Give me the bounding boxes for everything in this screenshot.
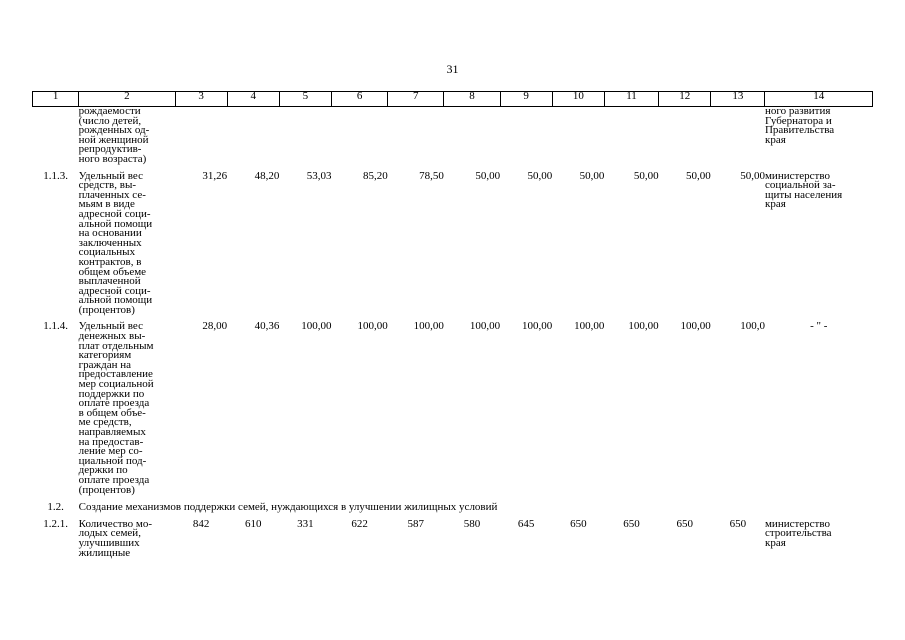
table-row-1-2-1: [33, 513, 873, 558]
responsible-text: министерство социальной за- щиты населения края: [764, 169, 843, 211]
value-cell: 50,00: [475, 169, 501, 182]
page-number: 31: [446, 62, 459, 76]
value-cell: 31,26: [202, 169, 228, 182]
header-cell: 3: [175, 92, 227, 107]
value-cell: 100,00: [413, 320, 444, 333]
value-cell: 50,00: [686, 169, 711, 182]
value-cell: 78,50: [419, 169, 444, 182]
header-cell: 5: [279, 92, 331, 107]
value-cell: 331: [297, 517, 314, 530]
value-cell: 40,36: [254, 320, 280, 333]
value-cell: 100,00: [522, 320, 553, 333]
header-cell: 8: [444, 92, 500, 107]
value-cell: 85,20: [362, 169, 388, 182]
value-cell: 622: [351, 517, 368, 530]
value-cell: 645: [517, 517, 535, 530]
value-cell: 28,00: [202, 320, 228, 333]
header-cell: 1: [33, 92, 79, 107]
section-row-1-2: [33, 495, 873, 513]
value-cell: 587: [407, 517, 425, 530]
indicator-text: рождаемости (число детей, рожденных од- ной женщиной репродуктив- ного возраста): [78, 105, 150, 165]
responsible-ditto: - " -: [810, 320, 828, 333]
section-title: Создание механизмов поддержки семей, нуждающихся в улучшении жилищных условий: [78, 501, 498, 514]
value-cell: 650: [729, 517, 747, 530]
row-code: 1.1.4.: [43, 320, 68, 333]
indicator-text: Удельный вес денежных вы- плат отдельным категориям граждан на предоставление мер социальной поддержки по оплате проезда в общем объе- ме средств, направляемых на предостав- ление мер со- циальной под- держки по оплате проезда (процентов): [78, 320, 154, 496]
value-cell: 650: [676, 517, 693, 530]
header-cell: 6: [332, 92, 388, 107]
value-cell: 580: [463, 517, 481, 530]
table-row-continued: [33, 107, 873, 165]
value-cell: 100,00: [628, 320, 659, 333]
value-cell: 100,00: [574, 320, 605, 333]
value-cell: 53,03: [306, 169, 332, 182]
value-cell: 50,00: [740, 169, 765, 182]
header-cell: 13: [711, 92, 765, 107]
value-cell: 50,00: [527, 169, 553, 182]
row-code: 1.2.1.: [43, 517, 68, 530]
value-cell: 48,20: [254, 169, 280, 182]
header-row: [33, 92, 873, 107]
value-cell: 100,00: [680, 320, 711, 333]
header-cell: 2: [79, 92, 175, 107]
indicator-text: Удельный вес средств, вы- плаченных се- мьям в виде адресной соци- альной помощи на основании заключенных социальных контрактов, в общем объеме выплаченной адресной соци- альной помощи (процентов): [78, 169, 153, 316]
responsible-text: министерство строительства края: [764, 517, 832, 549]
value-cell: 100,00: [301, 320, 332, 333]
row-code: 1.1.3.: [43, 169, 68, 182]
header-cell: 12: [659, 92, 711, 107]
table-row-1-1-3: [33, 165, 873, 316]
value-cell: 100,00: [357, 320, 388, 333]
header-cell: 11: [604, 92, 658, 107]
header-cell: 4: [227, 92, 279, 107]
header-cell: 7: [388, 92, 444, 107]
responsible-text: ного развития Губернатора и Правительства края: [764, 105, 835, 146]
indicator-text: Количество мо- лодых семей, улучшивших жилищные: [78, 517, 153, 559]
value-cell: 100,00: [469, 320, 501, 333]
table-row-1-1-4: [33, 315, 873, 495]
section-code: 1.2.: [47, 501, 64, 514]
value-cell: 50,00: [579, 169, 605, 182]
header-cell: 14: [765, 92, 873, 107]
value-cell: 100,0: [740, 320, 765, 333]
indicators-table: [32, 91, 873, 558]
header-cell: 10: [552, 92, 604, 107]
value-cell: 610: [245, 517, 262, 530]
header-cell: 9: [500, 92, 552, 107]
value-cell: 842: [192, 517, 210, 530]
value-cell: 650: [623, 517, 640, 530]
value-cell: 50,00: [633, 169, 659, 182]
value-cell: 650: [570, 517, 587, 530]
